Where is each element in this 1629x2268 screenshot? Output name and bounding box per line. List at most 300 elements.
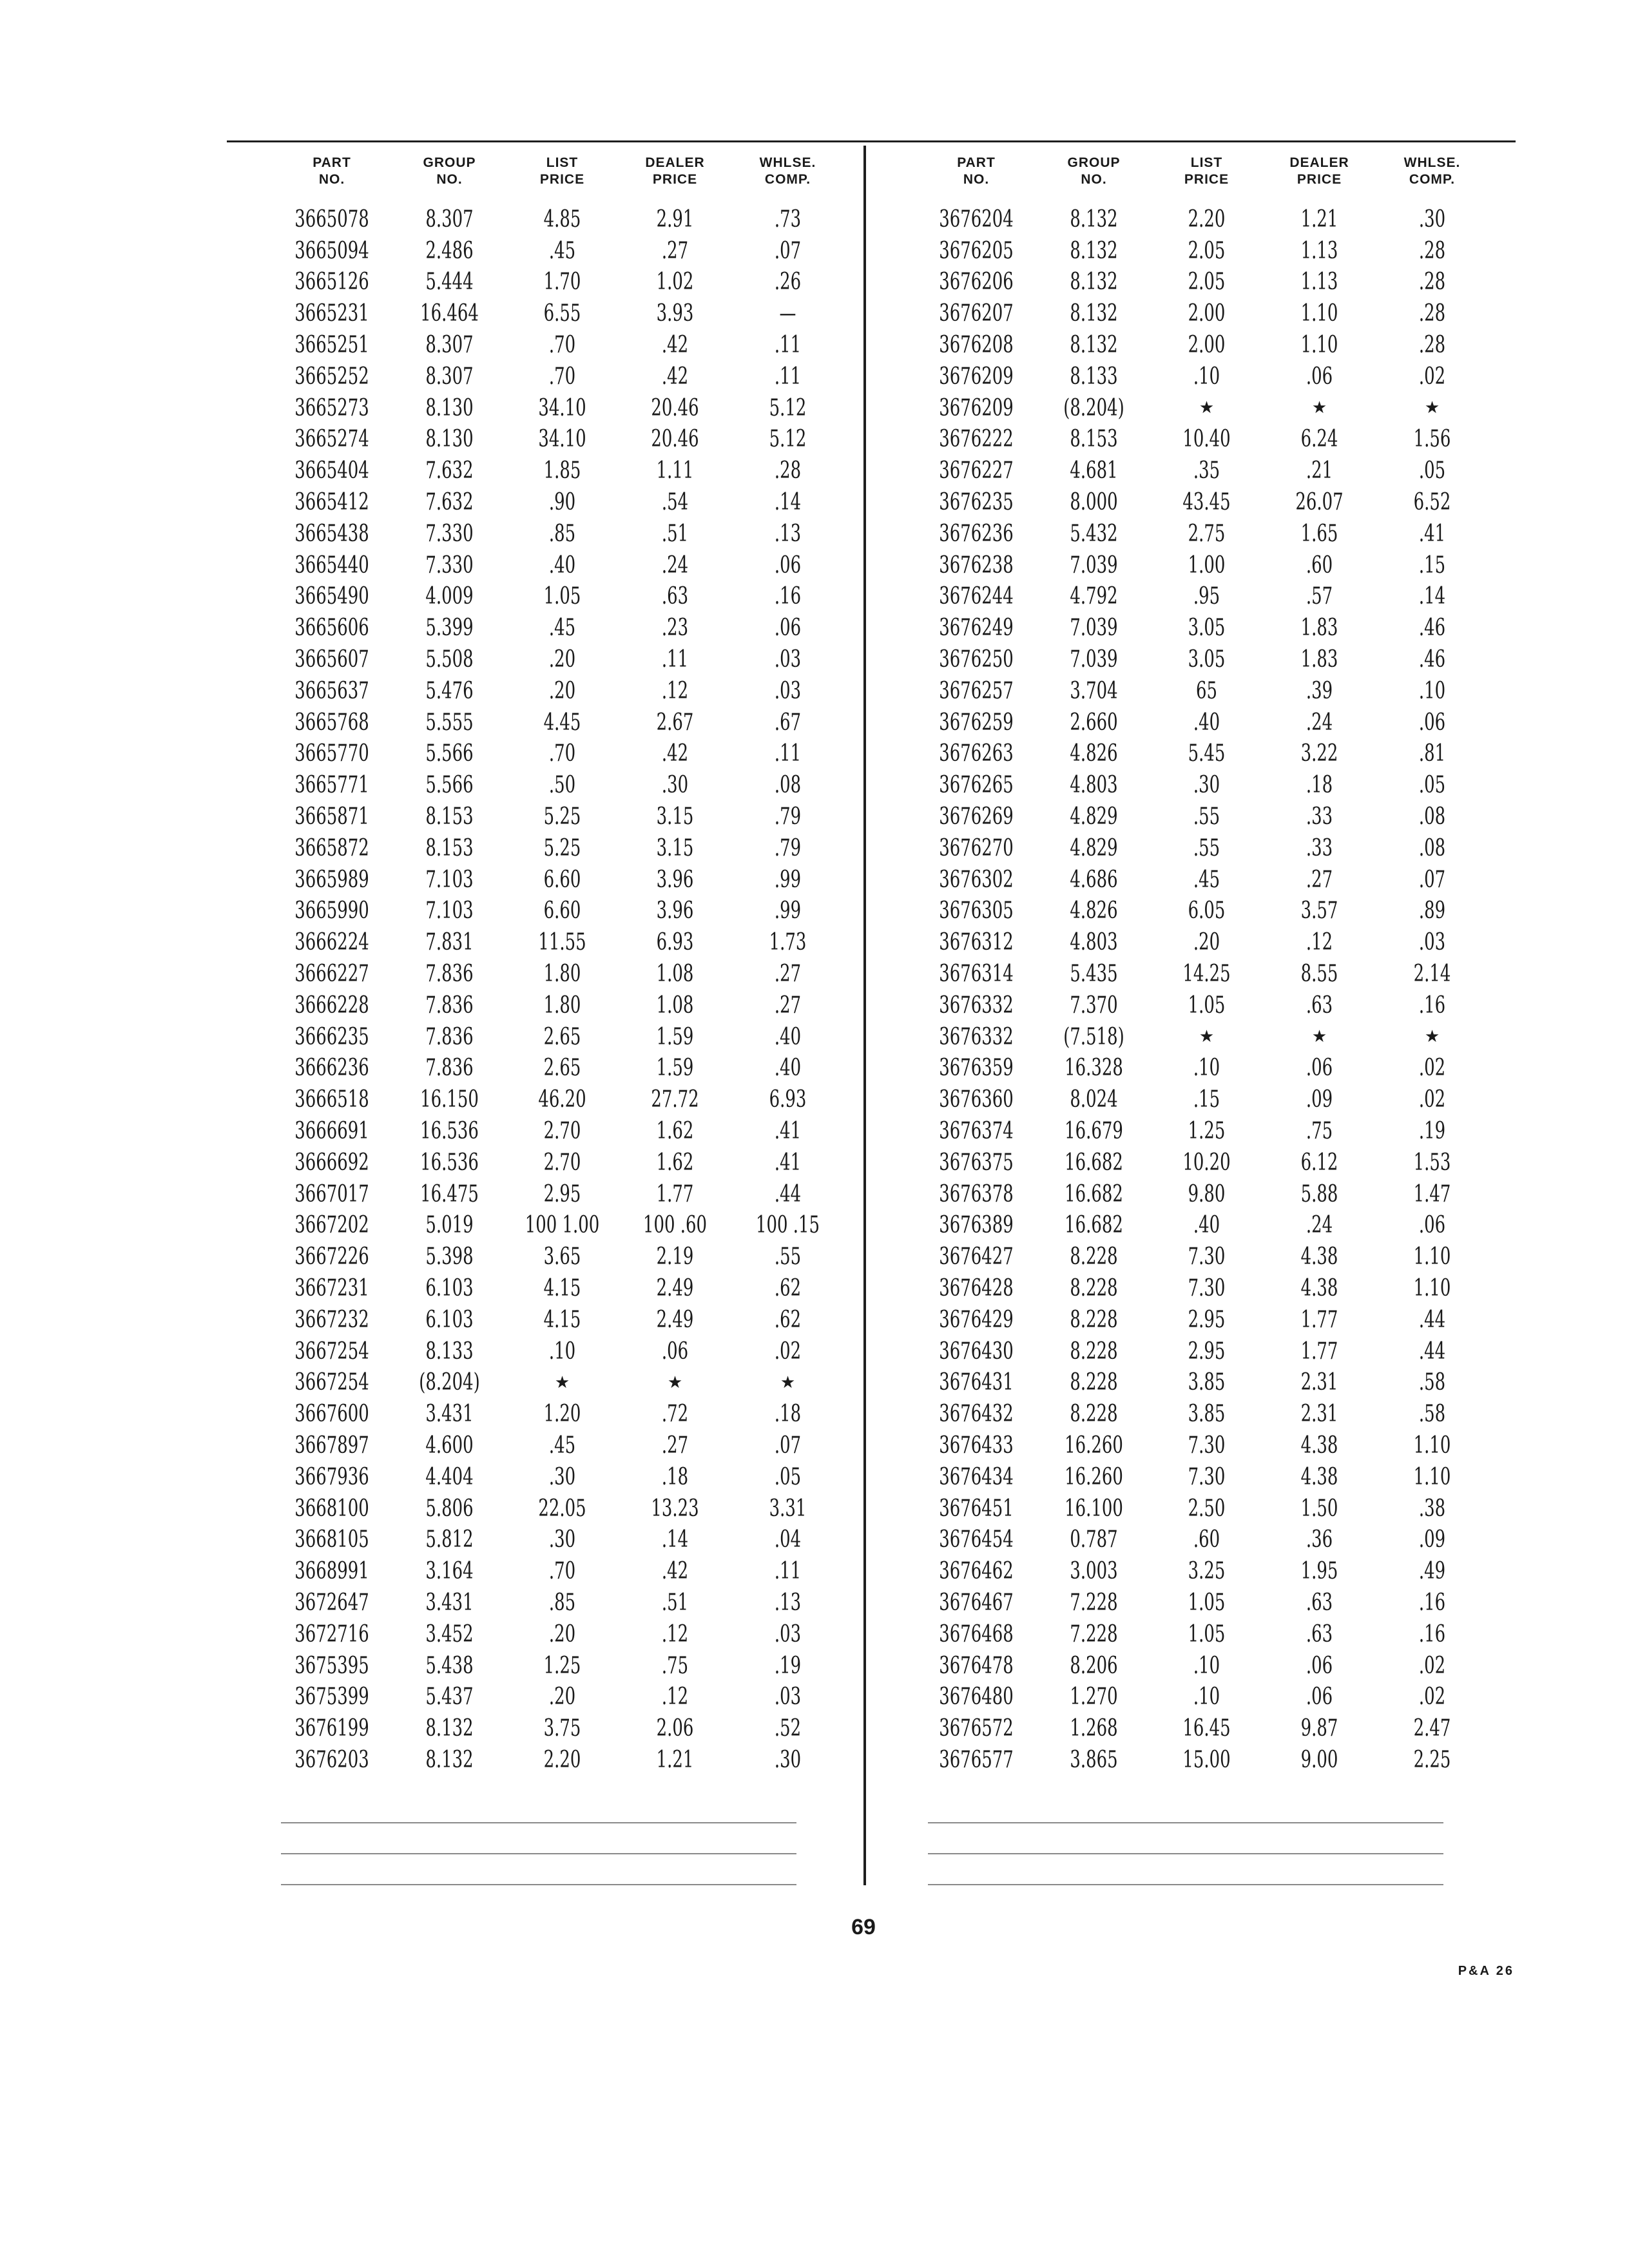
list-price-cell: .10 [548,1338,576,1365]
group-no-cell: 8.133 [425,1338,474,1365]
whlse-comp-cell: .49 [1418,1558,1446,1585]
part-no-cell: 3667226 [294,1244,369,1271]
part-no-cell: 3676467 [939,1589,1014,1616]
group-no-cell: 8.307 [425,332,474,359]
group-no-cell: 8.153 [1070,426,1118,453]
whlse-comp-cell: .02 [1418,1652,1446,1679]
part-no-cell: 3676360 [939,1086,1014,1113]
table-row [271,267,851,298]
whlse-comp-cell: .27 [774,992,802,1019]
part-no-cell: 3665412 [294,489,369,516]
list-price-cell: 6.05 [1188,898,1226,925]
table-row [271,644,851,675]
list-price-cell: 3.85 [1188,1369,1226,1396]
dealer-price-cell: 1.77 [1300,1306,1338,1333]
table-row [915,1115,1495,1147]
dealer-price-cell: 4.38 [1300,1274,1338,1302]
list-price-cell: .20 [548,1684,576,1711]
whlse-comp-cell: .02 [1418,1086,1446,1113]
dealer-price-cell: .24 [1306,709,1333,736]
part-no-header: PART NO. [957,155,996,187]
list-price-cell: 7.30 [1188,1463,1226,1490]
table-row [915,204,1495,235]
table-row [915,581,1495,613]
whlse-comp-cell: .99 [774,866,802,893]
list-price-cell: 5.45 [1188,740,1226,767]
list-price-cell: 3.65 [543,1244,581,1271]
part-no-cell: 3676468 [939,1620,1014,1648]
group-no-cell: 5.437 [425,1684,474,1711]
table-row [915,1336,1495,1367]
list-price-header: LIST PRICE [539,155,585,187]
table-row [271,361,851,392]
dealer-price-cell: .27 [661,237,689,264]
table-row [271,424,851,456]
dealer-price-cell: 1.10 [1300,300,1338,327]
dealer-price-cell: .23 [661,615,689,642]
whlse-comp-cell: 1.73 [769,929,807,956]
part-no-cell: 3667936 [294,1463,369,1490]
blank-line [281,1853,796,1854]
table-row [271,329,851,361]
table-row [271,832,851,864]
dealer-price-cell: 1.62 [656,1118,694,1144]
whlse-comp-cell: 100 .15 [756,1212,820,1239]
dealer-price-cell: 1.13 [1300,237,1338,264]
whlse-comp-cell: .06 [774,615,802,642]
list-price-cell: .40 [1193,1212,1220,1239]
dealer-price-cell: ★ [667,1372,683,1392]
list-price-cell: 2.20 [543,1746,581,1773]
part-no-cell: 3676428 [939,1274,1014,1302]
whlse-comp-cell: .58 [1418,1369,1446,1396]
dealer-price-cell: 1.13 [1300,269,1338,296]
dealer-price-cell: .63 [1306,992,1333,1019]
table-row [915,1587,1495,1619]
list-price-cell: 6.60 [543,898,581,925]
dealer-price-cell: 1.21 [656,1746,694,1773]
list-price-cell: .40 [548,552,576,579]
part-no-cell: 3676235 [939,489,1014,516]
part-no-cell: 3666235 [294,1023,369,1050]
list-price-cell: 65 [1196,677,1217,704]
group-no-cell: (8.204) [1063,394,1124,421]
table-row [915,267,1495,298]
table-row [271,1115,851,1147]
whlse-comp-cell: .13 [774,1589,802,1616]
list-price-cell: .30 [548,1526,576,1553]
list-price-cell: 2.05 [1188,269,1226,296]
part-no-cell: 3665637 [294,677,369,704]
whlse-comp-cell: .41 [1418,520,1446,547]
dealer-price-cell: .06 [1306,1684,1333,1711]
table-row [915,927,1495,958]
table-row [271,1461,851,1493]
group-no-cell: 5.432 [1070,520,1118,547]
list-price-cell: .15 [1193,1086,1220,1113]
dealer-price-cell: 2.49 [656,1274,694,1302]
part-no-cell: 3668105 [294,1526,369,1553]
dealer-price-cell: .42 [661,1558,689,1585]
part-no-cell: 3675395 [294,1652,369,1679]
whlse-comp-cell: .03 [774,646,802,673]
whlse-comp-header: WHLSE. COMP. [759,155,816,187]
table-row [915,1461,1495,1493]
whlse-comp-cell: .10 [1418,677,1446,704]
table-row [271,738,851,770]
part-no-cell: 3666228 [294,992,369,1019]
table-row [915,707,1495,738]
table-row [271,1304,851,1336]
list-price-cell: 2.75 [1188,520,1226,547]
table-row [271,1178,851,1210]
part-no-cell: 3672647 [294,1589,369,1616]
part-no-cell: 3676432 [939,1401,1014,1428]
group-no-cell: 7.370 [1070,992,1118,1019]
dealer-price-cell: 1.83 [1300,646,1338,673]
list-price-cell: 1.80 [543,992,581,1019]
table-row [271,896,851,927]
list-price-cell: 6.60 [543,866,581,893]
whlse-comp-cell: .05 [774,1463,802,1490]
list-price-cell: .10 [1193,363,1220,390]
whlse-comp-cell: .79 [774,803,802,831]
table-row [915,1178,1495,1210]
group-no-cell: 7.228 [1070,1620,1118,1648]
table-row [271,392,851,424]
list-price-cell: 1.00 [1188,552,1226,579]
group-no-cell: 16.536 [420,1149,479,1176]
whlse-comp-cell: .07 [774,237,802,264]
group-no-cell: 8.132 [1070,206,1118,233]
table-row [915,801,1495,832]
whlse-comp-cell: .09 [1418,1526,1446,1553]
whlse-comp-cell: 1.53 [1413,1149,1451,1176]
group-no-cell: 6.103 [425,1306,474,1333]
list-price-cell: 2.20 [1188,206,1226,233]
whlse-comp-cell: .05 [1418,457,1446,485]
right-header-row [915,155,1495,192]
list-price-cell: 2.50 [1188,1495,1226,1522]
part-no-cell: 3676332 [939,1023,1014,1050]
table-row [915,1304,1495,1336]
list-price-header: LIST PRICE [1184,155,1229,187]
table-row [271,1430,851,1461]
group-no-cell: 8.307 [425,206,474,233]
dealer-price-cell: 6.24 [1300,426,1338,453]
dealer-price-cell: 1.21 [1300,206,1338,233]
group-no-cell: 7.836 [425,1023,474,1050]
list-price-cell: 4.15 [543,1306,581,1333]
group-no-cell: 5.398 [425,1244,474,1271]
whlse-comp-cell: .06 [1418,1212,1446,1239]
part-no-cell: 3668991 [294,1558,369,1585]
list-price-cell: 100 1.00 [525,1212,600,1239]
group-no-cell: 4.826 [1070,740,1118,767]
group-no-cell: 7.330 [425,520,474,547]
whlse-comp-cell: .67 [774,709,802,736]
table-row [915,361,1495,392]
group-no-cell: 4.829 [1070,834,1118,861]
list-price-cell: 10.40 [1182,426,1231,453]
group-no-cell: 4.803 [1070,929,1118,956]
dealer-price-cell: .12 [661,677,689,704]
list-price-cell: 2.00 [1188,300,1226,327]
group-no-header: GROUP NO. [1067,155,1121,187]
list-price-cell: 2.65 [543,1055,581,1082]
column-divider [863,146,866,1885]
group-no-cell: 16.260 [1065,1463,1123,1490]
dealer-price-cell: .51 [661,520,689,547]
part-no-cell: 3665871 [294,803,369,831]
dealer-price-cell: 4.38 [1300,1432,1338,1459]
dealer-price-cell: .12 [661,1684,689,1711]
part-no-cell: 3676314 [939,961,1014,988]
whlse-comp-cell: .30 [774,1746,802,1773]
dealer-price-cell: .11 [661,646,689,673]
group-no-cell: 1.270 [1070,1684,1118,1711]
dealer-price-cell: 3.15 [656,803,694,831]
group-no-cell: 16.682 [1065,1212,1123,1239]
list-price-cell: .85 [548,520,576,547]
table-row [271,1587,851,1619]
part-no-cell: 3665251 [294,332,369,359]
list-price-cell: ★ [554,1372,570,1392]
dealer-price-cell: .14 [661,1526,689,1553]
list-price-cell: 3.85 [1188,1401,1226,1428]
list-price-cell: 2.05 [1188,237,1226,264]
whlse-comp-cell: .16 [1418,1620,1446,1648]
table-row [271,990,851,1021]
list-price-cell: .10 [1193,1684,1220,1711]
dealer-price-cell: .18 [1306,772,1333,799]
part-no-cell: 3676205 [939,237,1014,264]
part-no-cell: 3676238 [939,552,1014,579]
part-no-cell: 3672716 [294,1620,369,1648]
group-no-cell: 16.475 [420,1180,479,1207]
top-rule [227,140,1516,142]
list-price-cell: 4.45 [543,709,581,736]
group-no-cell: 7.836 [425,992,474,1019]
group-no-cell: 4.829 [1070,803,1118,831]
dealer-price-cell: 1.62 [656,1149,694,1176]
list-price-cell: 2.00 [1188,332,1226,359]
whlse-comp-cell: .19 [1418,1118,1446,1144]
group-no-cell: 8.228 [1070,1401,1118,1428]
list-price-cell: .60 [1193,1526,1220,1553]
part-no-cell: 3676389 [939,1212,1014,1239]
part-no-cell: 3676429 [939,1306,1014,1333]
part-no-cell: 3676209 [939,363,1014,390]
whlse-comp-cell: .40 [774,1023,802,1050]
part-no-cell: 3666518 [294,1086,369,1113]
group-no-cell: 5.399 [425,615,474,642]
dealer-price-cell: .24 [661,552,689,579]
group-no-cell: 5.476 [425,677,474,704]
part-no-cell: 3667017 [294,1180,369,1207]
whlse-comp-cell: 5.12 [769,394,807,421]
part-no-cell: 3667231 [294,1274,369,1302]
whlse-comp-cell: .41 [774,1118,802,1144]
table-row [915,612,1495,644]
table-row [271,707,851,738]
part-no-cell: 3676302 [939,866,1014,893]
dealer-price-cell: 26.07 [1295,489,1344,516]
part-no-cell: 3666227 [294,961,369,988]
group-no-cell: 4.686 [1070,866,1118,893]
part-no-cell: 3676236 [939,520,1014,547]
whlse-comp-cell: .03 [774,1620,802,1648]
part-no-cell: 3667254 [294,1338,369,1365]
group-no-cell: 8.228 [1070,1274,1118,1302]
group-no-cell: 8.132 [1070,332,1118,359]
dealer-price-cell: .06 [1306,1055,1333,1082]
dealer-price-cell: 2.31 [1300,1369,1338,1396]
list-price-cell: .45 [548,1432,576,1459]
table-row [271,1524,851,1555]
group-no-cell: 16.679 [1065,1118,1123,1144]
part-no-cell: 3676572 [939,1715,1014,1742]
whlse-comp-header: WHLSE. COMP. [1403,155,1461,187]
dealer-price-cell: 27.72 [651,1086,699,1113]
part-no-cell: 3665126 [294,269,369,296]
whlse-comp-cell: .28 [1418,237,1446,264]
blank-line [928,1822,1443,1823]
dealer-price-cell: 1.65 [1300,520,1338,547]
whlse-comp-cell: .04 [774,1526,802,1553]
whlse-comp-cell: .06 [774,552,802,579]
list-price-cell: .55 [1193,803,1220,831]
whlse-comp-cell: 1.10 [1413,1244,1451,1271]
dealer-price-cell: 1.59 [656,1055,694,1082]
dealer-price-cell: .06 [661,1338,689,1365]
table-row [915,1430,1495,1461]
whlse-comp-cell: .02 [1418,363,1446,390]
table-row [271,455,851,486]
part-no-cell: 3676312 [939,929,1014,956]
dealer-price-cell: 6.93 [656,929,694,956]
table-row [271,550,851,581]
list-price-cell: .70 [548,332,576,359]
part-no-cell: 3665771 [294,772,369,799]
list-price-cell: 2.95 [1188,1306,1226,1333]
dealer-price-cell: 1.77 [1300,1338,1338,1365]
dealer-price-cell: .75 [661,1652,689,1679]
part-no-cell: 3676206 [939,269,1014,296]
list-price-cell: 1.05 [1188,992,1226,1019]
table-row [915,1555,1495,1587]
dealer-price-cell: .63 [1306,1620,1333,1648]
dealer-price-cell: .12 [1306,929,1333,956]
group-no-cell: 16.260 [1065,1432,1123,1459]
group-no-cell: 5.508 [425,646,474,673]
part-no-cell: 3676454 [939,1526,1014,1553]
list-price-cell: 5.25 [543,803,581,831]
table-row [915,896,1495,927]
whlse-comp-cell: .14 [1418,583,1446,610]
list-price-cell: 2.70 [543,1149,581,1176]
part-no-cell: 3676257 [939,677,1014,704]
list-price-cell: 5.25 [543,834,581,861]
blank-line [281,1884,796,1885]
whlse-comp-cell: .14 [774,489,802,516]
list-price-cell: 46.20 [538,1086,586,1113]
group-no-cell: 0.787 [1070,1526,1118,1553]
whlse-comp-cell: .28 [774,457,802,485]
dealer-price-cell: 6.12 [1300,1149,1338,1176]
group-no-cell: 7.632 [425,489,474,516]
whlse-comp-cell: .07 [1418,866,1446,893]
group-no-cell: 8.024 [1070,1086,1118,1113]
table-row [915,235,1495,267]
list-price-cell: 10.20 [1182,1149,1231,1176]
dealer-price-cell: .63 [1306,1589,1333,1616]
dealer-price-cell: .18 [661,1463,689,1490]
group-no-cell: 8.228 [1070,1338,1118,1365]
table-row [915,1744,1495,1776]
whlse-comp-cell: .02 [1418,1684,1446,1711]
table-row [915,1241,1495,1273]
list-price-cell: 34.10 [538,394,586,421]
group-no-cell: 8.132 [425,1746,474,1773]
whlse-comp-cell: .89 [1418,898,1446,925]
list-price-cell: .45 [548,615,576,642]
part-no-cell: 3665989 [294,866,369,893]
list-price-cell: 4.15 [543,1274,581,1302]
table-row [915,455,1495,486]
group-no-cell: 5.566 [425,740,474,767]
dealer-price-cell: 1.08 [656,992,694,1019]
group-no-cell: 7.103 [425,866,474,893]
group-no-cell: 7.039 [1070,552,1118,579]
list-price-cell: .70 [548,1558,576,1585]
list-price-cell: 2.70 [543,1118,581,1144]
table-row [915,1084,1495,1115]
table-row [915,392,1495,424]
part-no-cell: 3676207 [939,300,1014,327]
group-no-cell: 16.100 [1065,1495,1123,1522]
part-no-cell: 3667897 [294,1432,369,1459]
dealer-price-cell: 20.46 [651,394,699,421]
group-no-cell: 8.307 [425,363,474,390]
whlse-comp-cell: — [779,300,796,327]
whlse-comp-cell: 1.10 [1413,1463,1451,1490]
part-no-cell: 3665606 [294,615,369,642]
dealer-price-cell: 1.59 [656,1023,694,1050]
list-price-cell: 1.85 [543,457,581,485]
part-no-cell: 3676374 [939,1118,1014,1144]
footer-code: P&A 26 [1458,1964,1514,1978]
dealer-price-cell: 13.23 [651,1495,699,1522]
whlse-comp-cell: .16 [1418,992,1446,1019]
dealer-price-cell: 1.08 [656,961,694,988]
part-no-cell: 3665231 [294,300,369,327]
whlse-comp-cell: .27 [774,961,802,988]
table-row [915,1147,1495,1178]
group-no-cell: 8.228 [1070,1244,1118,1271]
part-no-cell: 3665094 [294,237,369,264]
table-row [271,927,851,958]
whlse-comp-cell: 2.25 [1413,1746,1451,1773]
group-no-cell: 8.132 [1070,300,1118,327]
group-no-cell: 16.464 [420,300,479,327]
group-no-cell: 16.682 [1065,1180,1123,1207]
part-no-cell: 3676451 [939,1495,1014,1522]
group-no-cell: 7.039 [1070,615,1118,642]
list-price-cell: .10 [1193,1055,1220,1082]
list-price-cell: 1.05 [543,583,581,610]
group-no-cell: 8.130 [425,426,474,453]
